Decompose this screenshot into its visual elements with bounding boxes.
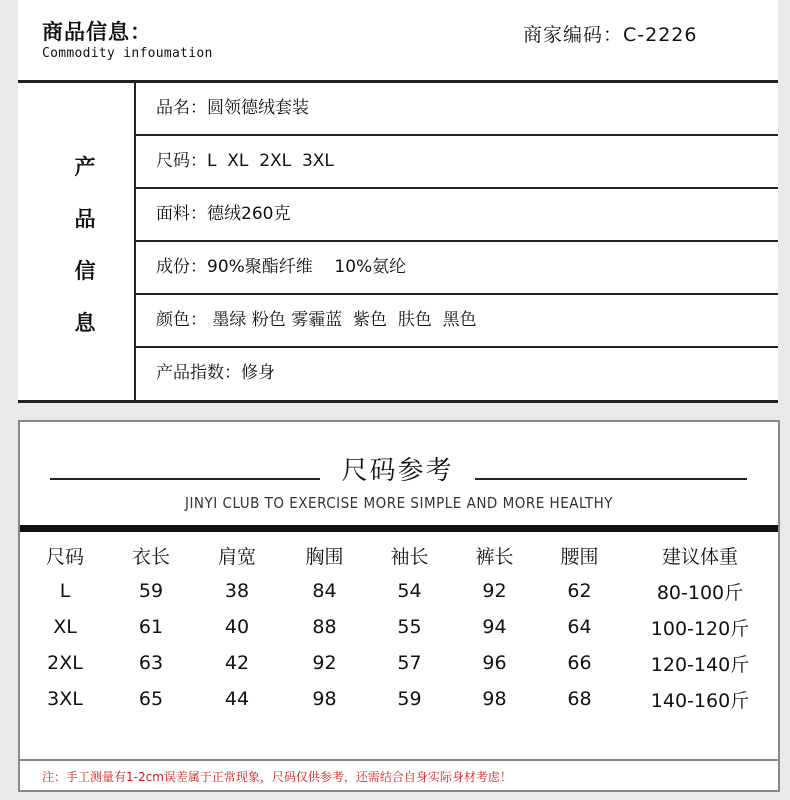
table-cell: 54: [397, 580, 422, 602]
table-cell: 96: [482, 652, 507, 674]
table-cell: 3XL: [47, 688, 83, 710]
side-char: 品: [74, 207, 96, 231]
table-cell: 68: [567, 688, 592, 710]
table-cell: 42: [224, 652, 250, 674]
column-header: 裤长: [475, 545, 514, 568]
table-cell: 120-140斤: [650, 653, 750, 676]
info-row-colors: 颜色： 墨绿 粉色 雾霾蓝 紫色 肤色 黑色: [136, 295, 778, 348]
column-header: 衣长: [131, 545, 170, 568]
table-cell: 80-100斤: [656, 581, 744, 604]
side-label-column: [18, 83, 136, 401]
table-cell: 88: [312, 616, 337, 638]
measurement-note: 注：手工测量有1-2cm误差属于正常现象，尺码仅供参考，还需结合自身实际身材考虑！: [42, 770, 512, 784]
side-char: 息: [74, 311, 96, 335]
side-char: 产: [74, 155, 96, 179]
table-cell: 65: [138, 688, 164, 710]
column-header: 肩宽: [217, 545, 256, 568]
table-cell: 57: [397, 652, 422, 674]
info-row-fabric: 面料：德绒260克: [136, 189, 778, 242]
table-cell: 40: [224, 616, 250, 638]
card-bottom-line: [18, 400, 778, 403]
column-header: 胸围: [305, 545, 344, 568]
table-cell: 84: [312, 580, 337, 602]
info-row-name: 品名：圆领德绒套装: [136, 83, 778, 136]
size-chart-title: 尺码参考: [341, 456, 454, 486]
title-rule-left: [50, 478, 320, 480]
column-header: 袖长: [390, 545, 429, 568]
table-cell: 64: [567, 616, 592, 638]
info-row-sizes: 尺码：L XL 2XL 3XL: [136, 136, 778, 189]
table-cell: 44: [224, 688, 250, 710]
title-rule-right: [475, 478, 747, 480]
size-table: [20, 537, 778, 717]
size-chart-subtitle: JINYI CLUB TO EXERCISE MORE SIMPLE AND MORE HEALTHY: [184, 494, 614, 512]
note-divider: [20, 759, 778, 761]
table-cell: 98: [312, 688, 337, 710]
side-char: 信: [74, 259, 96, 283]
column-header: 尺码: [45, 545, 84, 568]
size-chart-card: [18, 420, 780, 792]
table-cell: 55: [397, 616, 422, 638]
table-cell: XL: [53, 616, 77, 638]
table-cell: 59: [138, 580, 164, 602]
table-cell: L: [59, 580, 71, 602]
table-cell: 92: [482, 580, 507, 602]
table-cell: 66: [567, 652, 592, 674]
table-cell: 63: [138, 652, 164, 674]
column-header: 腰围: [560, 545, 599, 568]
table-cell: 38: [224, 580, 250, 602]
table-row: [20, 645, 778, 681]
merchant-code: 商家编码：C-2226: [523, 24, 698, 46]
table-row: [20, 681, 778, 717]
side-label: [70, 141, 100, 349]
table-cell: 94: [482, 616, 507, 638]
table-cell: 100-120斤: [650, 617, 750, 640]
thick-divider: [20, 525, 778, 532]
info-row-fit: 产品指数：修身: [156, 363, 275, 383]
info-subtitle: Commodity infoumation: [42, 46, 213, 61]
table-cell: 59: [397, 688, 422, 710]
table-cell: 98: [482, 688, 507, 710]
column-header: 建议体重: [661, 545, 738, 568]
table-cell: 92: [312, 652, 337, 674]
table-row: [20, 573, 778, 609]
info-title: 商品信息：: [42, 20, 152, 44]
table-cell: 2XL: [47, 652, 83, 674]
table-cell: 62: [567, 580, 592, 602]
table-cell: 140-160斤: [650, 689, 750, 712]
info-rows: [136, 83, 778, 399]
product-info-card: [18, 0, 778, 403]
table-cell: 61: [138, 616, 164, 638]
table-row: [20, 609, 778, 645]
table-header-row: [20, 537, 778, 573]
info-row-composition: 成份：90%聚酯纤维 10%氨纶: [136, 242, 778, 295]
